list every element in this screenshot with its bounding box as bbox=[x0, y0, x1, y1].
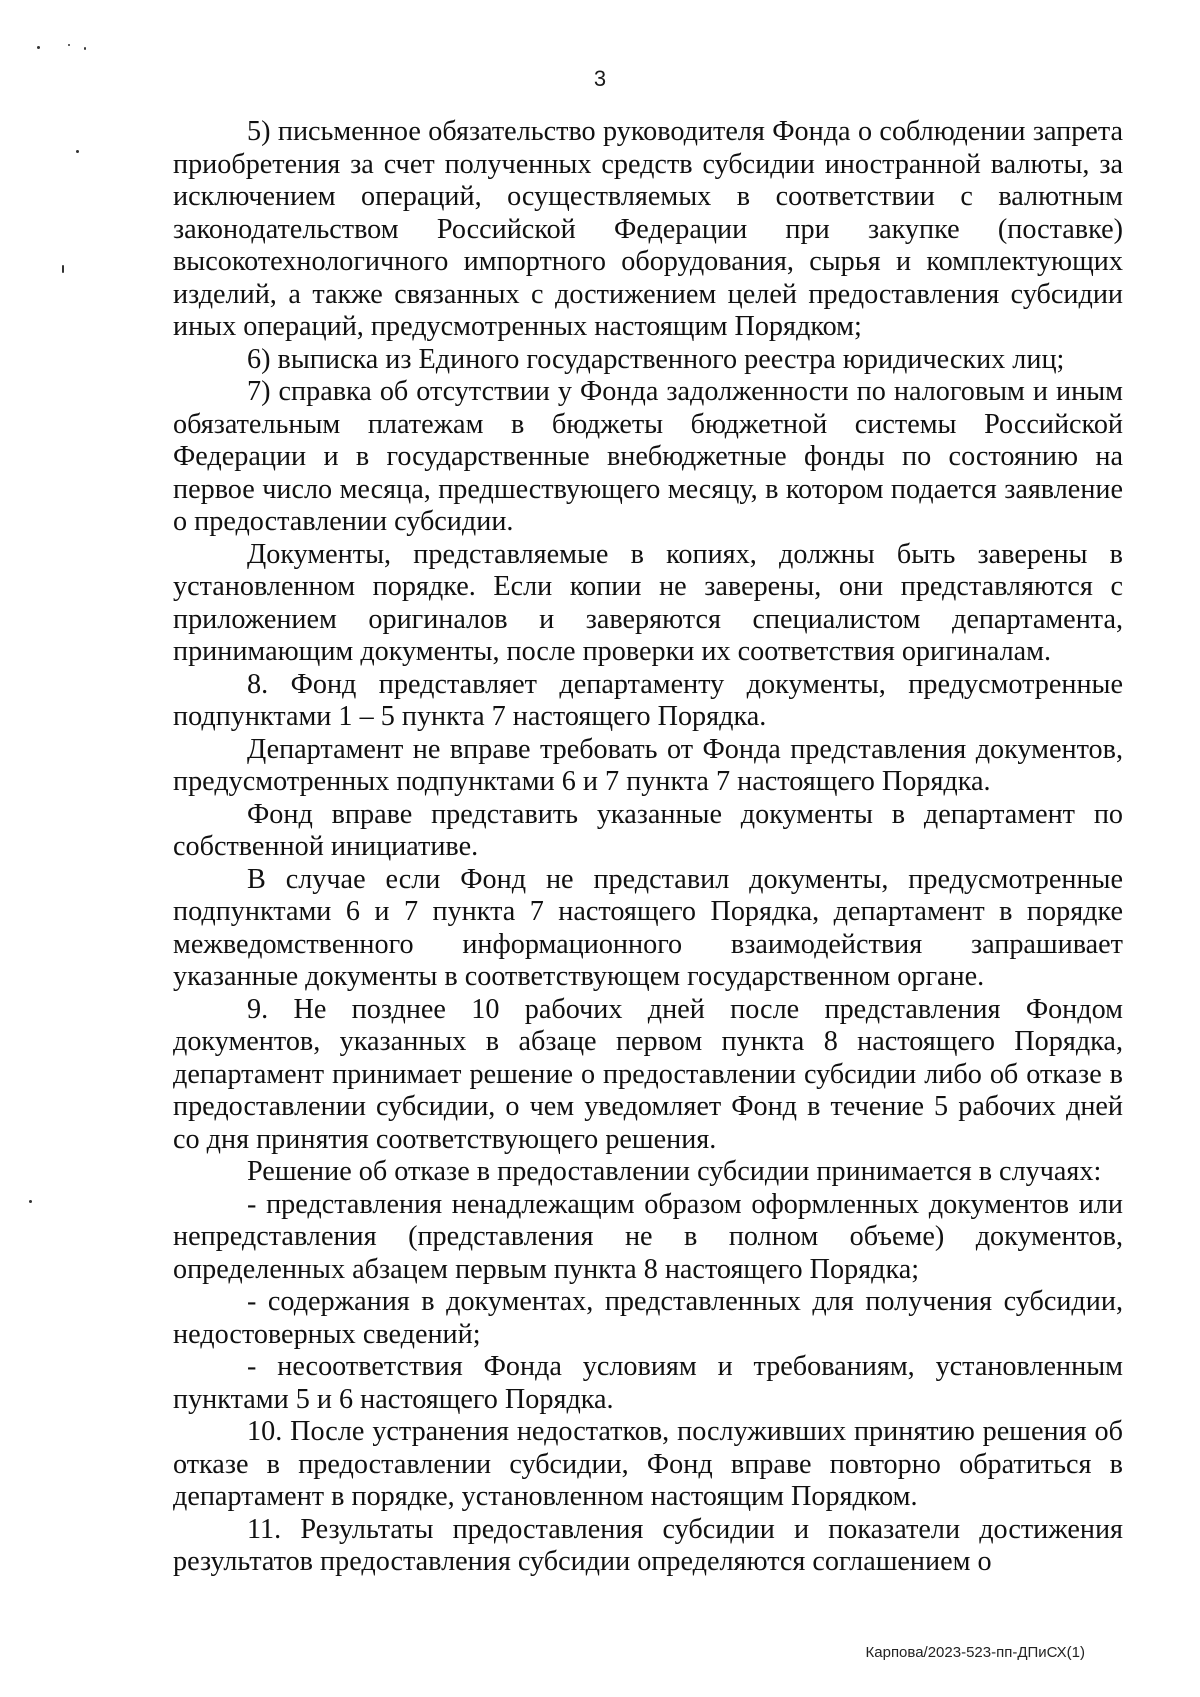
scan-speck bbox=[62, 265, 64, 273]
paragraph: 10. После устранения недостатков, послуживших принятию решения об отказе в предоставлении субсидии, Фонд вправе повторно обратиться в департамент в порядке, установленном настоящим Порядком. bbox=[173, 1416, 1123, 1512]
page-number: 3 bbox=[593, 66, 607, 91]
paragraph: Решение об отказе в предоставлении субсидии принимается в случаях: bbox=[247, 1156, 1102, 1187]
paragraph: В случае если Фонд не представил документы, предусмотренные подпунктами 6 и 7 пункта 7 настоящего Порядка, департамент в порядке межведомственного информационного взаимодействия запрашивает указанные документы в соответствующем государственном органе. bbox=[173, 863, 1123, 992]
paragraph: - представления ненадлежащим образом оформленных документов или непредставления (представления не в полном объеме) документов, определенных абзацем первым пункта 8 настоящего Порядка; bbox=[173, 1188, 1123, 1285]
paragraph: 9. Не позднее 10 рабочих дней после представления Фондом документов, указанных в абзаце первом пункта 8 настоящего Порядка, департамент принимает решение о предоставлении субсидии либо об отказе в предоставлении субсидии, о чем уведомляет Фонд в течение 5 рабочих дней со дня принятия соответствующего решения. bbox=[173, 993, 1123, 1155]
scan-speck bbox=[76, 150, 79, 153]
paragraph: 11. Результаты предоставления субсидии и показатели достижения результатов предоставления субсидии определяются соглашением о bbox=[173, 1513, 1123, 1577]
paragraph: Документы, представляемые в копиях, должны быть заверены в установленном порядке. Если копии не заверены, они представляются с приложением оригиналов и заверяются специалистом департамента, принимающим документы, после проверки их соответствия оригиналам. bbox=[173, 538, 1123, 667]
document-body bbox=[173, 116, 1123, 1579]
scan-speck bbox=[37, 46, 40, 49]
paragraph: 5) письменное обязательство руководителя Фонда о соблюдении запрета приобретения за счет полученных средств субсидии иностранной валюты, за исключением операций, осуществляемых в соответствии с валютным законодательством Российской Федерации при закупке (поставке) высокотехнологичного импортного оборудования, сырья и комплектующих изделий, а также связанных с достижением целей предоставления субсидии иных операций, предусмотренных настоящим Порядком; bbox=[173, 116, 1123, 342]
scan-speck bbox=[68, 44, 70, 46]
paragraph: 7) справка об отсутствии у Фонда задолженности по налоговым и иным обязательным платежам в бюджеты бюджетной системы Российской Федерации и в государственные внебюджетные фонды по состоянию на первое число месяца, предшествующего месяцу, в котором подается заявление о предоставлении субсидии. bbox=[173, 376, 1123, 537]
paragraph: 8. Фонд представляет департаменту документы, предусмотренные подпунктами 1 – 5 пункта 7 настоящего Порядка. bbox=[173, 668, 1123, 732]
paragraph: 6) выписка из Единого государственного реестра юридических лиц; bbox=[247, 343, 1065, 375]
paragraph: - несоответствия Фонда условиям и требованиям, установленным пунктами 5 и 6 настоящего Порядка. bbox=[173, 1351, 1123, 1415]
document-reference-code: Карпова/2023-523-пп-ДПиСХ(1) bbox=[865, 1644, 1085, 1661]
paragraph: Департамент не вправе требовать от Фонда представления документов, предусмотренных подпунктами 6 и 7 пункта 7 настоящего Порядка. bbox=[173, 733, 1123, 797]
paragraph: Фонд вправе представить указанные документы в департамент по собственной инициативе. bbox=[173, 798, 1123, 862]
scan-speck bbox=[29, 1200, 32, 1203]
scan-speck bbox=[84, 47, 86, 50]
paragraph: - содержания в документах, представленных для получения субсидии, недостоверных сведений; bbox=[173, 1286, 1123, 1350]
